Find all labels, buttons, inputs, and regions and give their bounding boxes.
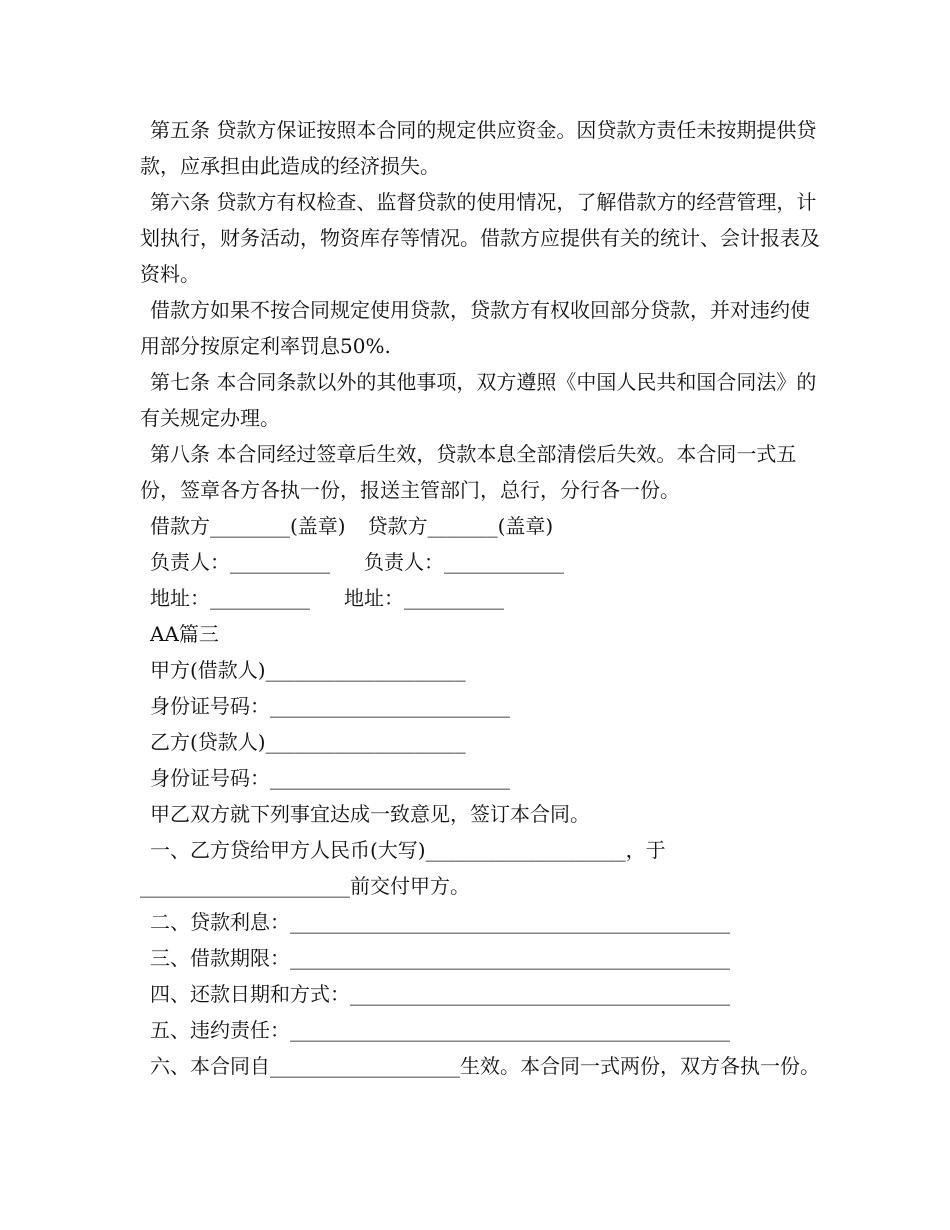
borrower-address-line: 地址：__________ [150, 586, 310, 610]
signature-row-responsible [140, 544, 820, 580]
clause-4-repayment: 四、还款日期和方式：______________________________________ [150, 982, 730, 1006]
article-7: 第七条 本合同条款以外的其他事项，双方遵照《中国人民共和国合同法》的有关规定办理。 [140, 370, 817, 430]
lender-responsible-line: 负责人：____________ [364, 550, 564, 574]
lender-seal-line: 贷款方_______(盖章) [367, 514, 554, 538]
signature-row-address [140, 580, 820, 616]
borrower-responsible-line: 负责人：__________ [150, 550, 330, 574]
article-6: 第六条 贷款方有权检查、监督贷款的使用情况，了解借款方的经营管理，计划执行，财务活动，物资库存等情况。借款方应提供有关的统计、会计报表及资料。 [140, 190, 820, 286]
party-a-line: 甲方(借款人)____________________ [150, 658, 466, 682]
section-heading: AA篇三 [150, 622, 219, 646]
party-b-line: 乙方(贷款人)____________________ [150, 730, 466, 754]
clause-2-interest: 二、贷款利息：____________________________________________ [150, 910, 730, 934]
clause-6-effective: 六、本合同自___________________生效。本合同一式两份，双方各执一份。 [150, 1054, 820, 1078]
agreement-intro: 甲乙双方就下列事宜达成一致意见，签订本合同。 [150, 802, 590, 826]
signature-row-parties [140, 508, 820, 544]
article-5: 第五条 贷款方保证按照本合同的规定供应资金。因贷款方责任未按期提供贷款，应承担由此造成的经济损失。 [140, 118, 817, 178]
party-a-id-line: 身份证号码：________________________ [150, 694, 510, 718]
clause-1-loan-amount: 一、乙方贷给甲方人民币(大写)____________________，于_____________________前交付甲方。 [140, 838, 666, 898]
party-b-id-line: 身份证号码：________________________ [150, 766, 510, 790]
clause-5-liability: 五、违约责任：____________________________________________ [150, 1018, 730, 1042]
article-8: 第八条 本合同经过签章后生效，贷款本息全部清偿后失效。本合同一式五份，签章各方各执一份，报送主管部门，总行，分行各一份。 [140, 442, 797, 502]
clause-3-term: 三、借款期限：____________________________________________ [150, 946, 730, 970]
lender-address-line: 地址：__________ [344, 586, 504, 610]
article-6-penalty: 借款方如果不按合同规定使用贷款，贷款方有权收回部分贷款，并对违约使用部分按原定利率罚息50%. [140, 298, 810, 358]
borrower-seal-line: 借款方________(盖章) [150, 514, 346, 538]
